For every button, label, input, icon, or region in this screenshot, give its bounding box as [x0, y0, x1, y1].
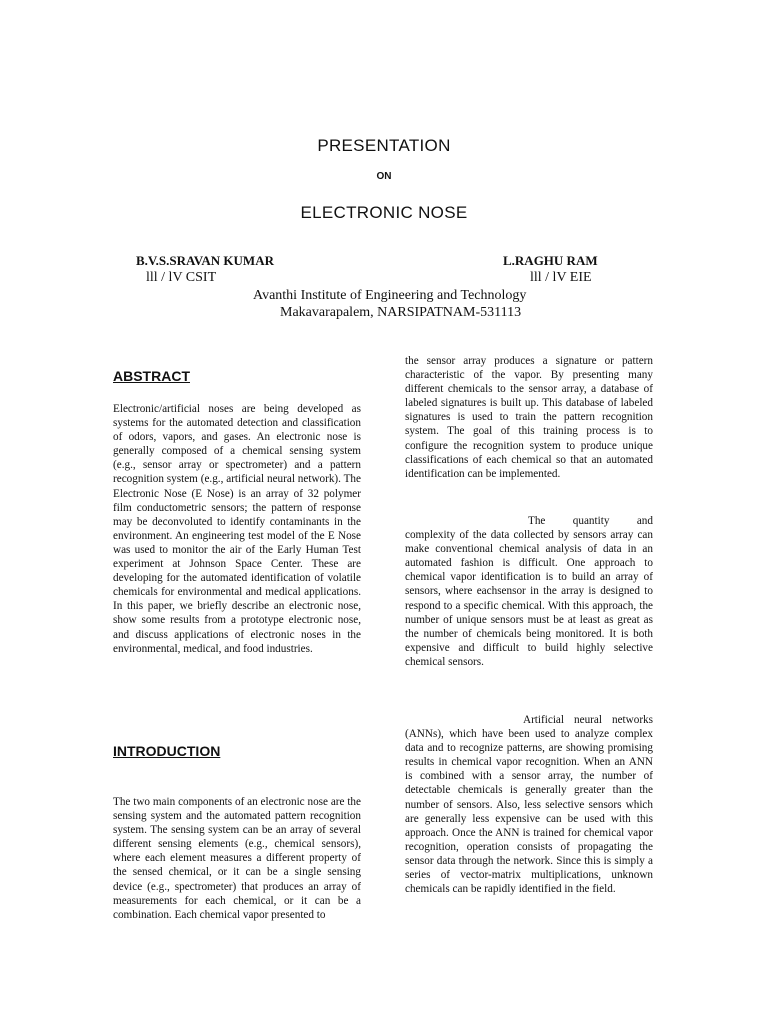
right-column-paragraph-2: The quantity and complexity of the data collected by sensors array can make conventional chemical analysis of data in an automated fashion is difficult. One approach to chemical vapor identification is to build an array of sensors, where eachsensor in the array is designed to respond to a specific chemical. With this approach, the number of unique sensors must be at least as great as the number of chemicals being monitored. It is both expensive and difficult to build highly selective chemical sensors.: [405, 515, 653, 668]
author-name-2: L.RAGHU RAM: [503, 253, 598, 268]
introduction-paragraph: The two main components of an electronic nose are the sensing system and the automated pattern recognition system. The sensing system can be an array of several different sensing elements (e.g., chemical sensors), where each element measures a different property of the sensed chemical, or it can be a single sensing device (e.g., spectrometer) that produces an array of measurements for each chemical, or it can be a combination. Each chemical vapor presented to: [113, 796, 361, 921]
author-dept-1: lll / lV CSIT: [146, 270, 217, 285]
right-column-paragraph-1: the sensor array produces a signature or pattern characteristic of the vapor. By presenting many different chemicals to the sensor array, a database of labeled signatures is built up. This database of labeled signatures is used to train the pattern recognition system. The goal of this training process is to configure the recognition system to produce unique classifications of each chemical so that an automated identification can be implemented.: [405, 355, 653, 480]
introduction-heading: INTRODUCTION: [113, 743, 221, 759]
author-dept-2: lll / lV EIE: [530, 270, 592, 285]
institute-name: Avanthi Institute of Engineering and Technology: [253, 288, 527, 303]
page-title: PRESENTATION: [317, 136, 451, 155]
institute-address: Makavarapalem, NARSIPATNAM-531113: [280, 305, 522, 320]
abstract-heading: ABSTRACT: [113, 368, 190, 384]
title-connector: ON: [376, 171, 392, 182]
right-column-paragraph-3: Artificial neural networks (ANNs), which have been used to analyze complex data and to recognize patterns, are showing promising results in chemical vapor recognition. When an ANN is combined with a sensor array, the number of detectable chemicals is generally greater than the number of sensors. Also, less selective sensors which are generally less expensive can be used with this approach. Once the ANN is trained for chemical vapor recognition, operation consists of propagating the sensor data through the network. Since this is simply a series of vector-matrix multiplications, unknown chemicals can be rapidly identified in the field.: [405, 714, 653, 896]
author-name-1: B.V.S.SRAVAN KUMAR: [136, 253, 274, 268]
abstract-paragraph: Electronic/artificial noses are being developed as systems for the automated detection and classification of odors, vapors, and gases. An electronic nose is generally composed of a chemical sensing system (e.g., sensor array or spectrometer) and a pattern recognition system (e.g., artificial neural network). The Electronic Nose (E Nose) is an array of 32 polymer film conductometric sensors; the pattern of response may be deconvoluted to identify contaminants in the environment. An engineering test model of the E Nose was used to monitor the air of the Early Human Test experiment at Johnson Space Center. These are developing for the automated identification of volatile chemicals for environmental and medical applications. In this paper, we briefly describe an electronic nose, show some results from a prototype electronic nose, and discuss applications of electronic noses in the environmental, medical, and food industries.: [113, 403, 361, 655]
page-subtitle: ELECTRONIC NOSE: [300, 203, 468, 222]
